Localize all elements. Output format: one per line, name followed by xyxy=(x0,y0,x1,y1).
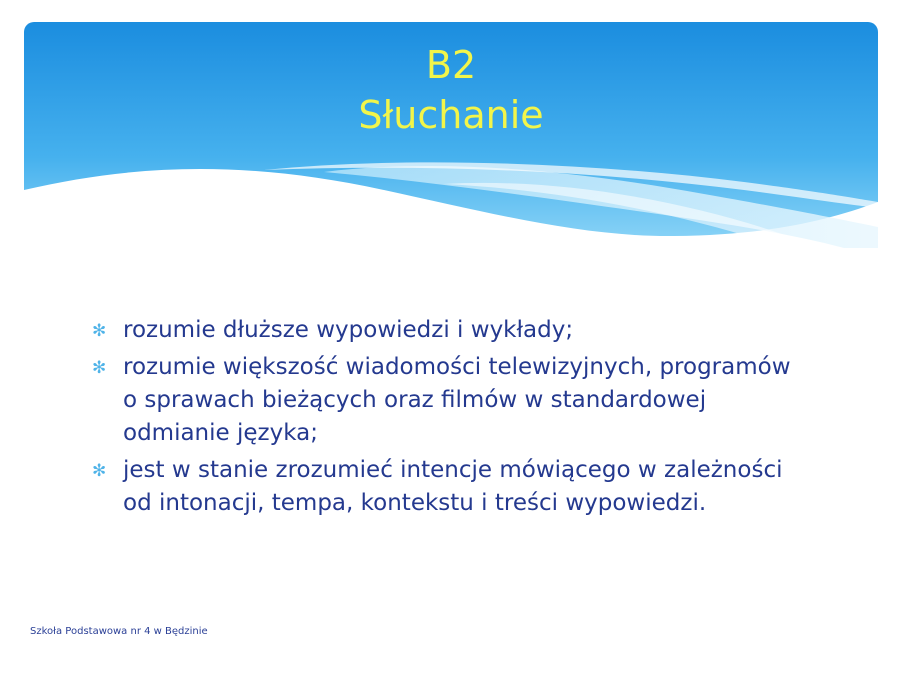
slide-title xyxy=(24,40,878,140)
title-skill: Słuchanie xyxy=(358,93,544,137)
bullet-star-icon: ✻ xyxy=(92,321,107,341)
bullet-star-icon: ✻ xyxy=(92,358,107,378)
bullet-text: jest w stanie zrozumieć intencje mówiącego w zależności od intonacji, tempa, kontekstu i treści wypowiedzi. xyxy=(123,457,783,516)
bullet-list xyxy=(92,314,792,524)
bullet-item xyxy=(92,351,792,450)
footer-school-name: Szkoła Podstawowa nr 4 w Będzinie xyxy=(30,626,208,637)
bullet-star-icon: ✻ xyxy=(92,461,107,481)
title-level: B2 xyxy=(425,43,477,87)
bullet-text: rozumie większość wiadomości telewizyjnych, programów o sprawach bieżących oraz filmów w standardowej odmianie języka; xyxy=(123,354,791,446)
bullet-item xyxy=(92,454,792,520)
bullet-item xyxy=(92,314,792,347)
bullet-text: rozumie dłuższe wypowiedzi i wykłady; xyxy=(123,317,574,343)
